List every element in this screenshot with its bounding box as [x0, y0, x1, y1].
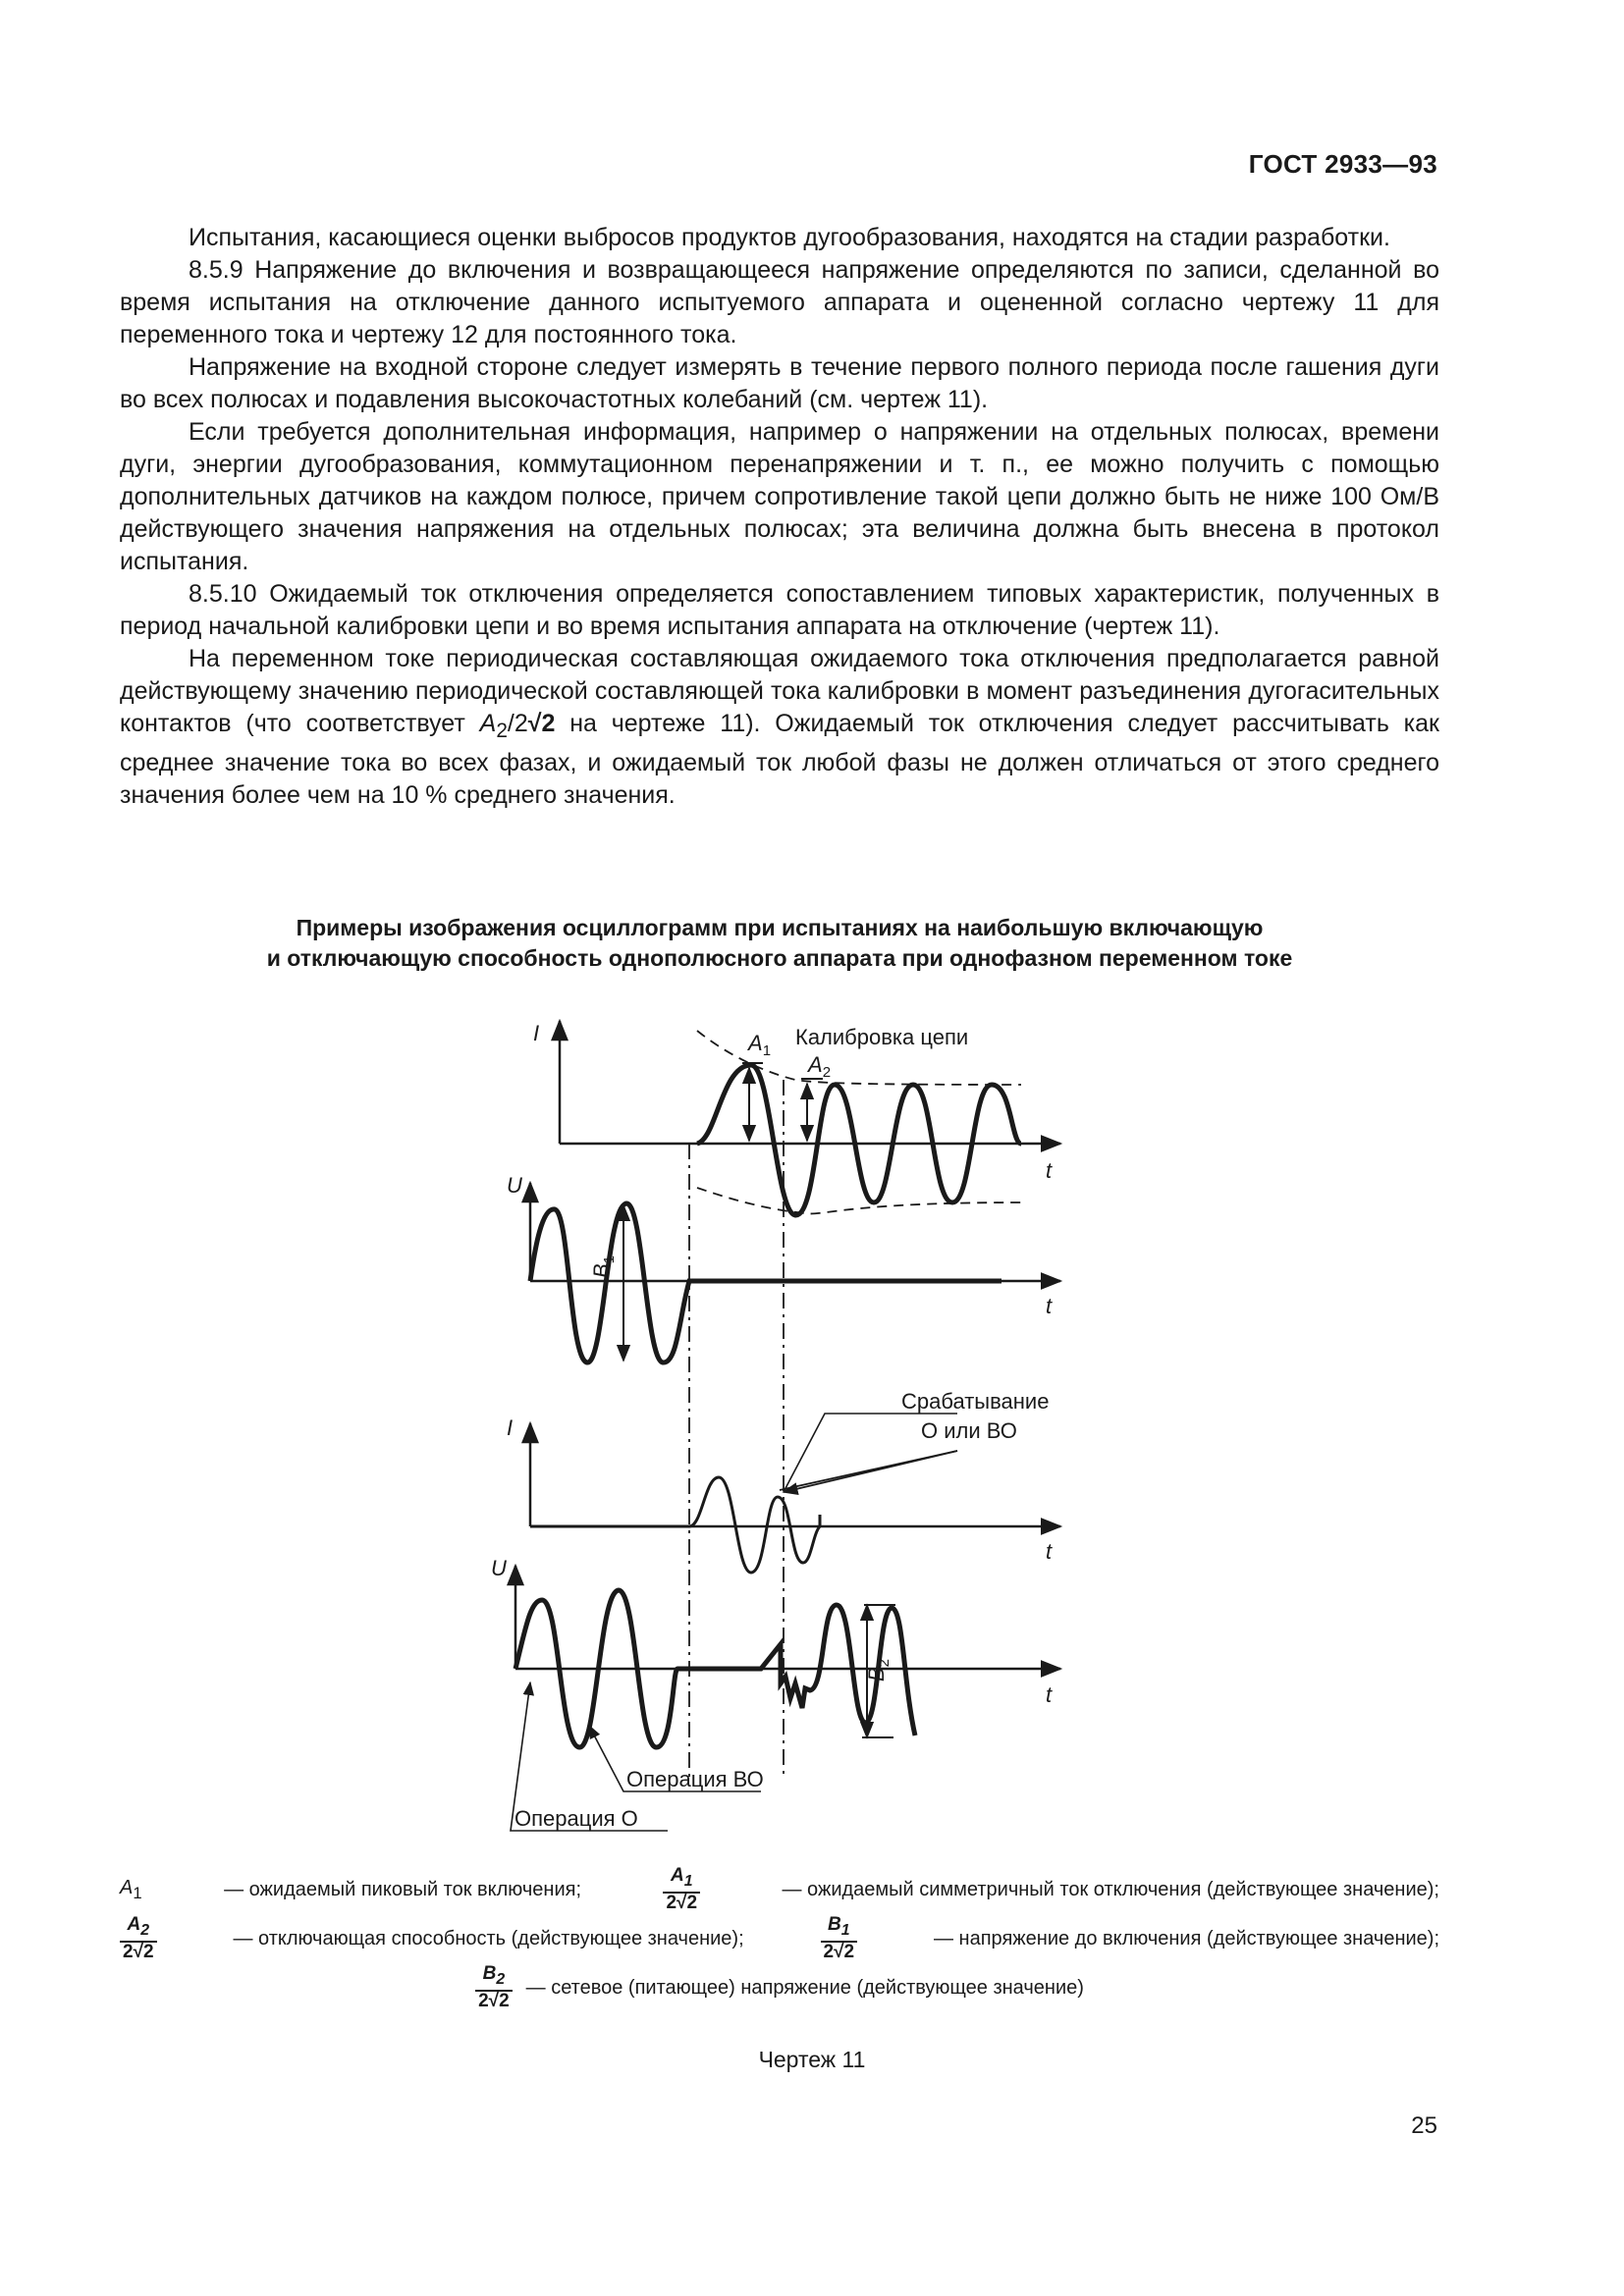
- num-letter: B: [482, 1963, 497, 1985]
- calibration-wave: [697, 1065, 1021, 1215]
- voltage-wave-1: [530, 1203, 1001, 1362]
- paragraph: 8.5.9 Напряжение до включения и возвращающееся напряжение определяются по записи, сделанной во время испытания на отключение данного испытуемого аппарата и оцененной согласно чертежу 11 для переменного тока и чертежу 12 для постоянного тока.: [120, 256, 1439, 348]
- text-run: /2: [507, 710, 528, 737]
- b1-label: [589, 1255, 618, 1278]
- axis-i-label-2: I: [507, 1415, 514, 1440]
- num-sub: 2: [496, 1970, 506, 1988]
- paragraph: 8.5.10 Ожидаемый ток отключения определяется сопоставлением типовых характеристик, полученных в период начальной калибровки цепи и во время испытания аппарата на отключение (чертеж 11).: [120, 580, 1439, 640]
- fraction-den: 2√2: [475, 1990, 513, 2011]
- fraction-num: [483, 1964, 506, 1990]
- b1-sub: 1: [601, 1255, 618, 1264]
- axis-t-label-1: t: [1046, 1158, 1053, 1183]
- b2-letter: B: [864, 1667, 889, 1682]
- fraction-a1: [663, 1866, 700, 1913]
- paragraph: Если требуется дополнительная информация, например о напряжении на отдельных полюсах, времени дуги, энергии дугообразования, коммутационном перенапряжении и т. п., ее можно получить с помощью дополнительных датчиков на каждом полюсе, причем сопротивление такой цепи должно быть не ниже 100 Ом/В действующего значения напряжения на отдельных полюсах; эта величина должна быть внесена в протокол испытания.: [120, 418, 1439, 575]
- axis-t-label-4: t: [1046, 1682, 1053, 1707]
- a1-letter: A: [748, 1031, 763, 1055]
- num-sub: 2: [140, 1921, 150, 1939]
- a1-symbol: A: [120, 1876, 134, 1898]
- fraction-num: [671, 1866, 693, 1892]
- a1-sub: 1: [762, 1042, 772, 1059]
- num-sub: 1: [683, 1872, 693, 1890]
- a1-label: [746, 1031, 771, 1059]
- figure-title: [120, 913, 1439, 974]
- envelope-lower: [697, 1188, 1021, 1213]
- trip-pointer-line: [784, 1451, 957, 1492]
- figure-caption: Чертеж 11: [758, 2047, 866, 2072]
- fraction-den: 2√2: [821, 1941, 858, 1962]
- a2-sub: 2: [822, 1064, 832, 1081]
- trip-label-2: О или ВО: [921, 1418, 1017, 1443]
- fraction-num: [828, 1915, 850, 1941]
- operation-o-label: Операция О: [514, 1806, 638, 1831]
- fraction-den: 2√2: [663, 1892, 700, 1913]
- calibration-label: Калибровка цепи: [795, 1025, 969, 1049]
- legend-f2-text: — отключающая способность (действующее значение);: [233, 1927, 744, 1949]
- legend-a1: [120, 1877, 142, 1903]
- text-run: на чертеже 11). Ожидаемый ток отключения следует рассчитывать как среднее значение тока во всех фазах, и ожидаемый ток любой фазы не должен отличаться от этого среднего значения более чем на 10 % среднего значения.: [120, 710, 1439, 809]
- text-run: На переменном токе периодическая составляющая ожидаемого тока отключения предполагается равной действующему значению периодической составляющей тока калибровки в момент разъединения дугогасительных контактов (что соответствует: [120, 645, 1439, 737]
- standard-header: ГОСТ 2933—93: [1248, 149, 1437, 179]
- axis-u-label-1: U: [507, 1173, 522, 1198]
- operation-bo-label: Операция ВО: [626, 1767, 764, 1791]
- legend-row-3: [120, 1963, 1439, 2012]
- symbol-a: A: [479, 710, 497, 737]
- num-letter: A: [670, 1865, 684, 1887]
- symbol-sub: 2: [496, 720, 508, 742]
- num-letter: A: [127, 1914, 141, 1936]
- legend-row-1: [120, 1865, 1439, 1914]
- body-text: [120, 222, 1439, 812]
- fraction-b2: [475, 1964, 513, 2011]
- trip-label-1: Срабатывание: [901, 1389, 1050, 1414]
- b2-label: [864, 1659, 893, 1682]
- fraction-a2: [120, 1915, 157, 1962]
- legend: [120, 1865, 1439, 2012]
- axis-t-label-2: t: [1046, 1294, 1053, 1318]
- legend-a1-text: — ожидаемый пиковый ток включения;: [224, 1878, 582, 1900]
- axis-u-label-2: U: [491, 1556, 507, 1580]
- fraction-den: 2√2: [120, 1941, 157, 1962]
- legend-f1-text: — ожидаемый симметричный ток отключения (действующее значение);: [782, 1878, 1439, 1900]
- b1-letter: B: [589, 1263, 614, 1278]
- num-sub: 1: [840, 1921, 850, 1939]
- paragraph: Испытания, касающиеся оценки выбросов продуктов дугообразования, находятся на стадии разработки.: [189, 224, 1390, 251]
- a2-letter: A: [808, 1052, 823, 1077]
- b2-sub: 2: [876, 1658, 893, 1668]
- trip-current-wave: [530, 1477, 820, 1573]
- paragraph: Напряжение на входной стороне следует измерять в течение первого полного периода после гашения дуги во всех полюсах и подавления высокочастотных колебаний (см. чертеж 11).: [120, 353, 1439, 413]
- a1-subscript: 1: [133, 1883, 142, 1902]
- legend-f4-text: — сетевое (питающее) напряжение (действующее значение): [525, 1976, 1084, 1999]
- legend-row-2: [120, 1914, 1439, 1963]
- paragraph-last: [120, 643, 1439, 812]
- oscillogram-diagram: [471, 991, 1100, 1855]
- figure-title-line: Примеры изображения осциллограмм при испытаниях на наибольшую включающую: [296, 915, 1264, 940]
- fraction-b1: [821, 1915, 858, 1962]
- axis-t-label-3: t: [1046, 1539, 1053, 1564]
- page-number: 25: [1411, 2112, 1437, 2139]
- legend-f3-text: — напряжение до включения (действующее значение);: [933, 1927, 1439, 1949]
- axis-i-label-1: I: [533, 1021, 540, 1045]
- a2-label: [806, 1052, 831, 1081]
- sqrt-symbol: √2: [527, 710, 556, 737]
- figure-title-line: и отключающую способность однополюсного аппарата при однофазном переменном токе: [266, 945, 1293, 971]
- fraction-num: [128, 1915, 150, 1941]
- num-letter: B: [828, 1914, 841, 1936]
